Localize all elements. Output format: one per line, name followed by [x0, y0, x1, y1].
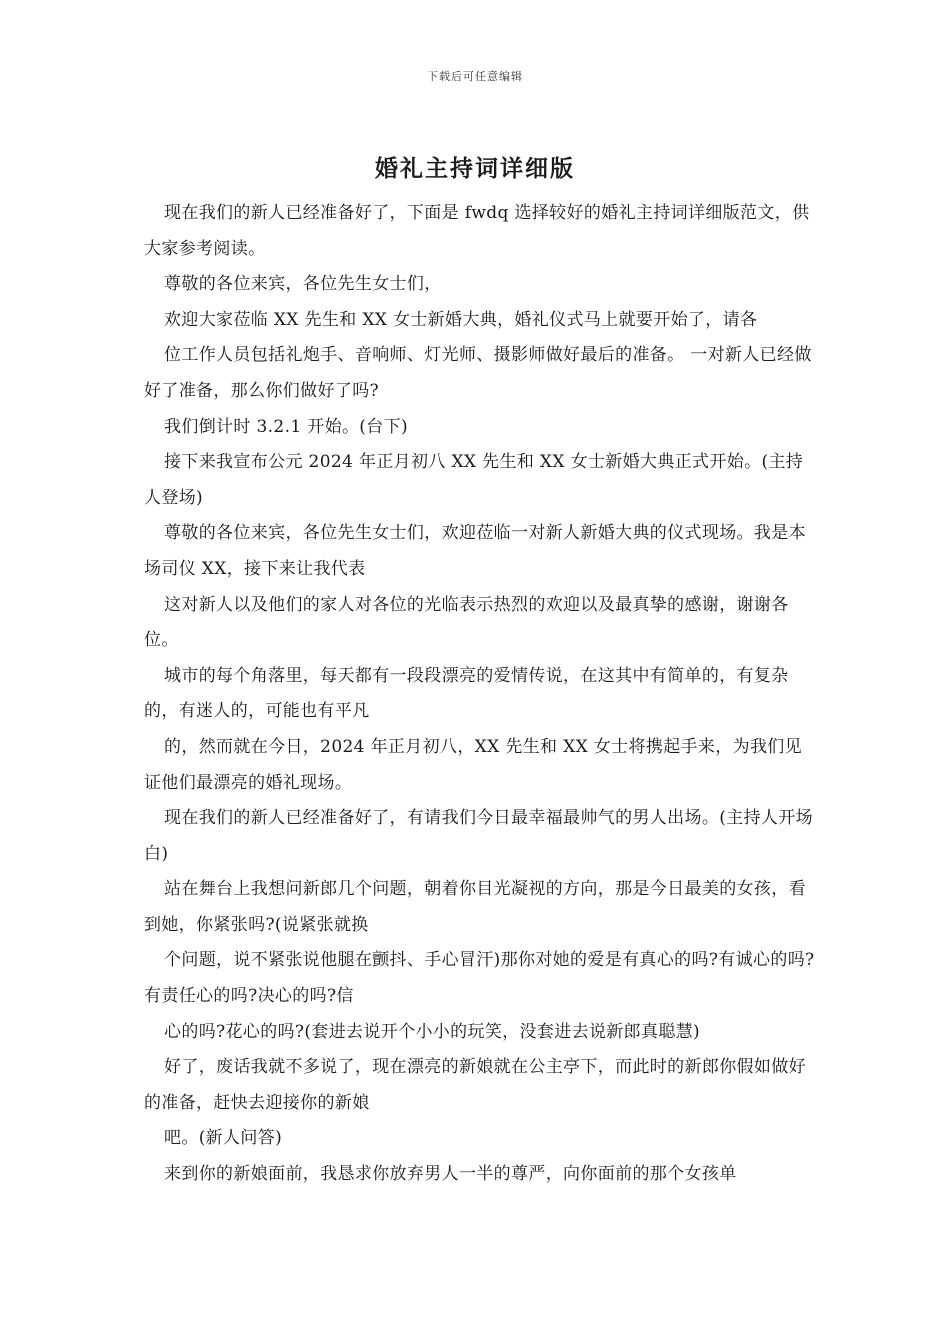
header-note: 下载后可任意编辑	[427, 70, 523, 83]
paragraph: 好了，废话我就不多说了，现在漂亮的新娘就在公主亭下，而此时的新郎你假如做好的准备，赶快去迎接你的新娘	[144, 1057, 806, 1113]
paragraph: 的，然而就在今日，2024 年正月初八，XX 先生和 XX 女士将携起手来，为我们见证他们最漂亮的婚礼现场。	[144, 736, 802, 793]
paragraph: 我们倒计时 3.2.1 开始。(台下)	[164, 416, 408, 437]
paragraph: 城市的每个角落里，每天都有一段段漂亮的爱情传说，在这其中有简单的，有复杂的，有迷人的，可能也有平凡	[144, 665, 789, 722]
paragraph: 现在我们的新人已经准备好了，下面是 fwdq 选择较好的婚礼主持词详细版范文，供大家参考阅读。	[144, 203, 810, 259]
paragraph: 来到你的新娘面前，我恳求你放弃男人一半的尊严，向你面前的那个女孩单	[164, 1164, 737, 1185]
document-title: 婚礼主持词详细版	[375, 155, 575, 182]
paragraph: 站在舞台上我想问新郎几个问题，朝着你目光凝视的方向，那是今日最美的女孩，看到她，你紧张吗?(说紧张就换	[144, 879, 806, 935]
paragraph: 尊敬的各位来宾，各位先生女士们，	[164, 274, 442, 295]
paragraph: 接下来我宣布公元 2024 年正月初八 XX 先生和 XX 女士新婚大典正式开始。(主持人登场)	[144, 452, 804, 508]
paragraph: 吧。(新人问答)	[164, 1128, 283, 1149]
paragraph: 尊敬的各位来宾，各位先生女士们，欢迎莅临一对新人新婚大典的仪式现场。我是本场司仪 XX，接下来让我代表	[144, 523, 806, 579]
paragraph: 现在我们的新人已经准备好了，有请我们今日最幸福最帅气的男人出场。(主持人开场白)	[144, 808, 813, 864]
document-body	[144, 196, 816, 1193]
paragraph: 这对新人以及他们的家人对各位的光临表示热烈的欢迎以及最真挚的感谢，谢谢各位。	[144, 594, 789, 651]
paragraph: 个问题，说不紧张说他腿在颤抖、手心冒汗)那你对她的爱是有真心的吗?有诚心的吗?有责任心的吗?决心的吗?信	[144, 950, 815, 1007]
paragraph: 欢迎大家莅临 XX 先生和 XX 女士新婚大典，婚礼仪式马上就要开始了，请各	[164, 309, 758, 330]
paragraph: 位工作人员包括礼炮手、音响师、灯光师、摄影师做好最后的准备。 一对新人已经做好了准备，那么你们做好了吗?	[144, 345, 812, 401]
paragraph: 心的吗?花心的吗?(套进去说开个小小的玩笑，没套进去说新郎真聪慧)	[164, 1021, 701, 1042]
